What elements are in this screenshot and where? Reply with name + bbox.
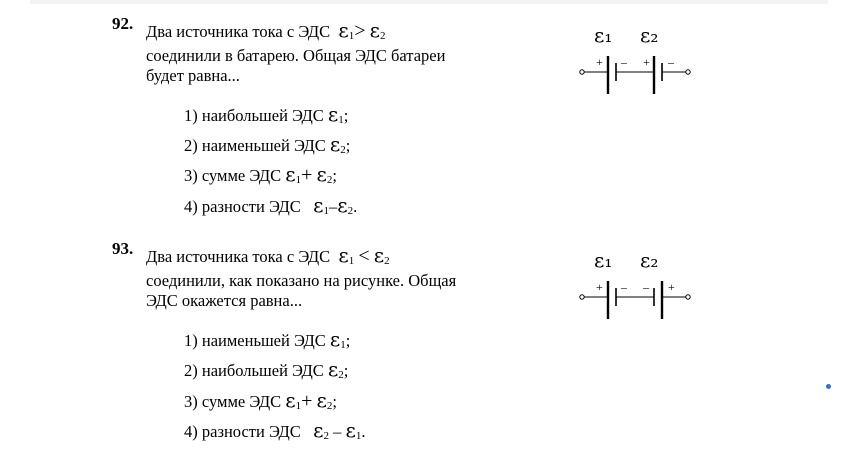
emf-label-2: ε₂ <box>640 23 659 47</box>
polarity-sign: + <box>643 55 650 69</box>
accent-dot <box>826 384 831 389</box>
question-text: Два источника тока с ЭДС $\varepsilon_1 < \varepsilon_2$ соединили, как показано на рисунке. Общая ЭДС окажется равна... <box>146 245 522 311</box>
question-line-2: соединили в батарею. Общая ЭДС батареи <box>146 46 446 65</box>
answer-option-4[interactable]: 4) разности ЭДС $\varepsilon_2 - \varepsilon_1$. <box>184 418 366 442</box>
polarity-sign: – <box>668 55 674 69</box>
circuit-diagram-93 <box>570 243 700 323</box>
polarity-sign: + <box>596 280 603 294</box>
emf-label-1: ε₁ <box>594 248 613 272</box>
answer-option-3[interactable]: 3) сумме ЭДС $\varepsilon_1+ \varepsilon_2$; <box>184 388 337 412</box>
answer-option-2[interactable]: 2) наибольшей ЭДС $\varepsilon_2$; <box>184 357 349 381</box>
emf-label-2: ε₂ <box>640 248 659 272</box>
condition-sign: < <box>358 245 370 267</box>
page-top-edge <box>30 0 828 4</box>
polarity-sign: + <box>668 280 675 294</box>
question-line-3: будет равна... <box>146 66 240 85</box>
answer-option-2[interactable]: 2) наименьшей ЭДС $\varepsilon_2$; <box>184 132 351 156</box>
answer-option-3[interactable]: 3) сумме ЭДС $\varepsilon_1+ \varepsilon_2$; <box>184 162 337 186</box>
emf-label-1: ε₁ <box>594 23 613 47</box>
answer-option-1[interactable]: 1) наименьшей ЭДС $\varepsilon_1$; <box>184 327 351 351</box>
polarity-sign: – <box>621 55 627 69</box>
answer-option-4[interactable]: 4) разности ЭДС $\varepsilon_1-\varepsilon_2$. <box>184 193 358 217</box>
question-line-2: соединили, как показано на рисунке. Общая <box>146 271 457 290</box>
question-text: Два источника тока с ЭДС $\varepsilon_1> \varepsilon_2$ соединили в батарею. Общая ЭДС батареи будет равна... <box>146 20 522 86</box>
polarity-sign: – <box>643 280 649 294</box>
terminal-right <box>686 70 690 74</box>
question-line-1: Два источника тока с ЭДС <box>146 22 331 41</box>
answer-option-1[interactable]: 1) наибольшей ЭДС $\varepsilon_1$; <box>184 102 349 126</box>
question-number: 92. <box>112 14 134 33</box>
terminal-left <box>580 295 584 299</box>
question-line-3: ЭДС окажется равна... <box>146 291 303 310</box>
condition-sign: > <box>354 20 366 42</box>
terminal-right <box>686 295 690 299</box>
polarity-sign: – <box>621 280 627 294</box>
question-number: 93. <box>112 239 134 258</box>
circuit-diagram-92 <box>570 18 700 98</box>
terminal-left <box>580 70 584 74</box>
question-line-1: Два источника тока с ЭДС <box>146 247 331 266</box>
polarity-sign: + <box>596 55 603 69</box>
